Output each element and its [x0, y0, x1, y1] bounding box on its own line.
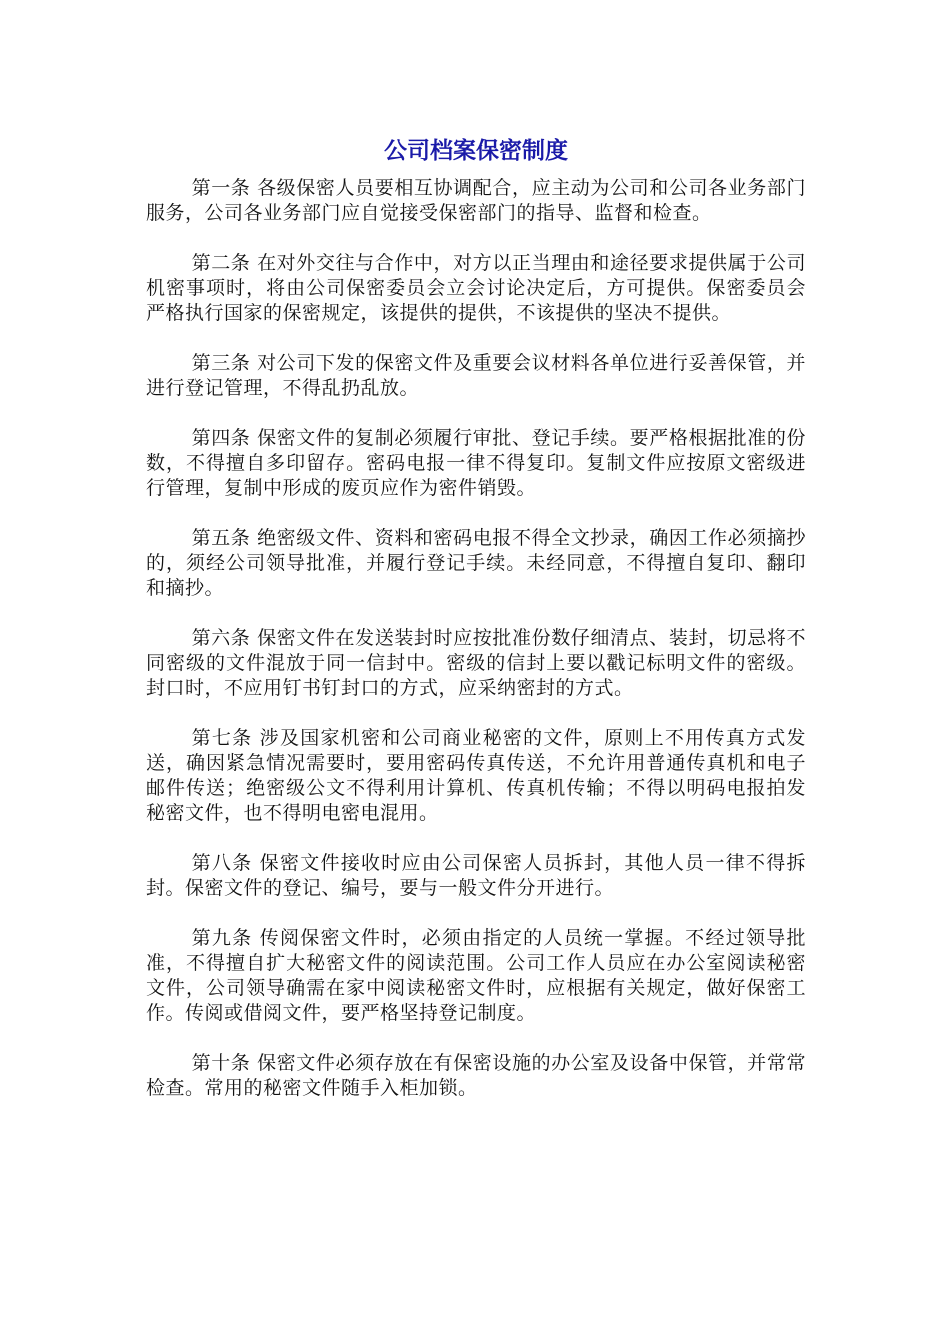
article-5: 第五条 绝密级文件、资料和密码电报不得全文抄录，确因工作必须摘抄的，须经公司领导批准，并履行登记手续。未经同意，不得擅自复印、翻印和摘抄。 [146, 527, 806, 599]
article-2: 第二条 在对外交往与合作中，对方以正当理由和途径要求提供属于公司机密事项时，将由公司保密委员会立会讨论决定后，方可提供。保密委员会严格执行国家的保密规定，该提供的提供，不该提供的坚决不提供。 [146, 252, 806, 324]
article-6: 第六条 保密文件在发送装封时应按批准份数仔细清点、装封，切忌将不同密级的文件混放于同一信封中。密级的信封上要以戳记标明文件的密级。封口时，不应用钉书钉封口的方式，应采纳密封的方式。 [146, 627, 806, 699]
article-4: 第四条 保密文件的复制必须履行审批、登记手续。要严格根据批准的份数，不得擅自多印留存。密码电报一律不得复印。复制文件应按原文密级进行管理，复制中形成的废页应作为密件销毁。 [146, 427, 806, 499]
article-9: 第九条 传阅保密文件时，必须由指定的人员统一掌握。不经过领导批准，不得擅自扩大秘密文件的阅读范围。公司工作人员应在办公室阅读秘密文件，公司领导确需在家中阅读秘密文件时，应根据有关规定，做好保密工作。传阅或借阅文件，要严格坚持登记制度。 [146, 927, 806, 1024]
article-3: 第三条 对公司下发的保密文件及重要会议材料各单位进行妥善保管，并进行登记管理，不得乱扔乱放。 [146, 352, 806, 399]
article-8: 第八条 保密文件接收时应由公司保密人员拆封，其他人员一律不得拆封。保密文件的登记、编号，要与一般文件分开进行。 [146, 852, 806, 899]
article-10: 第十条 保密文件必须存放在有保密设施的办公室及设备中保管，并常常检查。常用的秘密文件随手入柜加锁。 [146, 1052, 806, 1099]
document-title: 公司档案保密制度 [384, 138, 568, 164]
article-1: 第一条 各级保密人员要相互协调配合，应主动为公司和公司各业务部门服务，公司各业务部门应自觉接受保密部门的指导、监督和检查。 [146, 177, 806, 224]
document-page [146, 132, 806, 1126]
article-7: 第七条 涉及国家机密和公司商业秘密的文件，原则上不用传真方式发送，确因紧急情况需要时，要用密码传真传送，不允许用普通传真机和电子邮件传送；绝密级公文不得利用计算机、传真机传输；不得以明码电报拍发秘密文件，也不得明电密电混用。 [146, 727, 806, 824]
